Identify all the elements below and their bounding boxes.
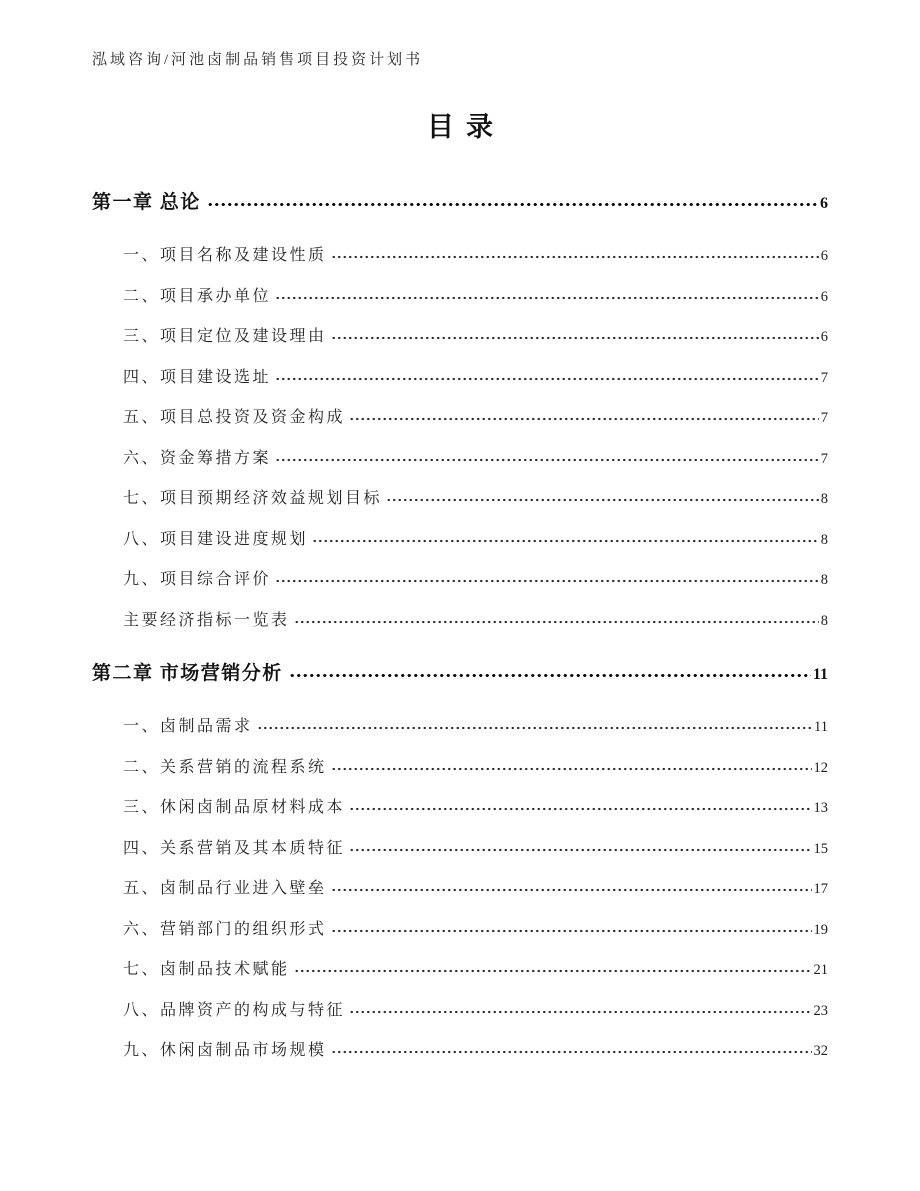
toc-item-label: 五、卤制品行业进入壁垒 (123, 880, 327, 897)
toc-item-row[interactable] (92, 950, 828, 991)
toc-item-row[interactable] (92, 560, 828, 601)
toc-item-row[interactable] (92, 317, 828, 358)
dot-leader (331, 887, 812, 893)
toc-item-label: 八、品牌资产的构成与特征 (123, 1001, 346, 1019)
toc-item-label: 三、休闲卤制品原材料成本 (123, 799, 346, 816)
dot-leader (275, 376, 819, 382)
toc-chapter-page-number: 6 (820, 195, 828, 212)
toc-item-page-number: 12 (813, 759, 828, 776)
dot-leader (257, 725, 813, 731)
toc-item-page-number: 7 (820, 369, 828, 386)
toc (92, 188, 828, 1072)
toc-item-page-number: 17 (813, 881, 828, 897)
toc-item-label: 六、营销部门的组织形式 (123, 920, 327, 938)
toc-item-page-number: 7 (820, 450, 828, 467)
toc-item-page-number: 8 (820, 572, 828, 588)
toc-item-row[interactable] (92, 991, 828, 1032)
dot-leader (207, 201, 818, 208)
toc-item-label: 四、关系营销及其本质特征 (123, 839, 346, 857)
toc-item-label: 主要经济指标一览表 (123, 611, 290, 629)
toc-item-row[interactable] (92, 398, 828, 439)
toc-chapter-label: 第一章 总论 (92, 192, 201, 213)
toc-item-page-number: 15 (813, 840, 828, 857)
toc-item-row[interactable] (92, 358, 828, 399)
toc-item-page-number: 23 (813, 1002, 828, 1019)
toc-item-row[interactable] (92, 520, 828, 561)
toc-item-page-number: 11 (814, 719, 828, 735)
toc-item-row[interactable] (92, 1031, 828, 1072)
toc-item-row[interactable] (92, 439, 828, 480)
toc-item-row[interactable] (92, 869, 828, 910)
toc-item-label: 七、卤制品技术赋能 (123, 961, 290, 978)
dot-leader (349, 1009, 811, 1015)
dot-leader (331, 928, 812, 934)
dot-leader (349, 806, 811, 812)
toc-item-label: 八、项目建设进度规划 (123, 530, 309, 548)
toc-chapter-row[interactable] (92, 188, 828, 218)
dot-leader (312, 538, 819, 544)
dot-leader (331, 1049, 812, 1055)
dot-leader (386, 497, 819, 503)
toc-item-label: 一、卤制品需求 (123, 718, 253, 735)
dot-leader (331, 254, 819, 260)
toc-item-label: 九、休闲卤制品市场规模 (123, 1042, 327, 1059)
dot-leader (349, 847, 811, 853)
toc-chapter (92, 188, 828, 641)
toc-item-label: 五、项目总投资及资金构成 (123, 409, 346, 426)
dot-leader (331, 335, 819, 341)
dot-leader (349, 416, 819, 422)
toc-item-row[interactable] (92, 748, 828, 789)
dot-leader (294, 968, 812, 974)
toc-item-row[interactable] (92, 910, 828, 951)
toc-item-row[interactable] (92, 479, 828, 520)
toc-item-row[interactable] (92, 601, 828, 642)
toc-item-label: 七、项目预期经济效益规划目标 (123, 490, 383, 507)
toc-item-label: 二、项目承办单位 (123, 287, 272, 305)
page-title: 目录 (427, 112, 505, 142)
toc-item-list (92, 236, 828, 641)
toc-item-label: 六、资金筹措方案 (123, 449, 272, 467)
toc-chapter-label: 第二章 市场营销分析 (92, 663, 283, 684)
toc-item-page-number: 8 (820, 531, 828, 548)
toc-item-page-number: 21 (813, 962, 828, 978)
toc-item-label: 一、项目名称及建设性质 (123, 247, 327, 264)
toc-chapter-row[interactable] (92, 659, 828, 689)
toc-item-label: 三、项目定位及建设理由 (123, 328, 327, 345)
toc-item-row[interactable] (92, 277, 828, 318)
toc-item-list (92, 707, 828, 1072)
toc-item-page-number: 32 (813, 1043, 828, 1059)
toc-chapter-page-number: 11 (812, 666, 828, 683)
toc-item-label: 九、项目综合评价 (123, 571, 272, 588)
toc-item-page-number: 8 (820, 612, 828, 629)
dot-leader (275, 578, 819, 584)
toc-item-row[interactable] (92, 788, 828, 829)
toc-item-page-number: 6 (820, 329, 828, 345)
toc-item-row[interactable] (92, 829, 828, 870)
dot-leader (294, 619, 819, 625)
document-header-text: 泓域咨询/河池卤制品销售项目投资计划书 (92, 52, 424, 68)
dot-leader (331, 766, 812, 772)
toc-item-page-number: 6 (820, 288, 828, 305)
toc-chapter (92, 659, 828, 1072)
dot-leader (275, 457, 819, 463)
toc-item-label: 四、项目建设选址 (123, 368, 272, 386)
toc-item-page-number: 13 (813, 800, 828, 816)
dot-leader (275, 295, 819, 301)
toc-item-label: 二、关系营销的流程系统 (123, 758, 327, 776)
toc-item-page-number: 7 (820, 410, 828, 426)
toc-item-page-number: 8 (820, 491, 828, 507)
toc-item-row[interactable] (92, 707, 828, 748)
toc-item-page-number: 19 (813, 921, 828, 938)
toc-item-page-number: 6 (820, 248, 828, 264)
dot-leader (289, 672, 811, 679)
toc-item-row[interactable] (92, 236, 828, 277)
